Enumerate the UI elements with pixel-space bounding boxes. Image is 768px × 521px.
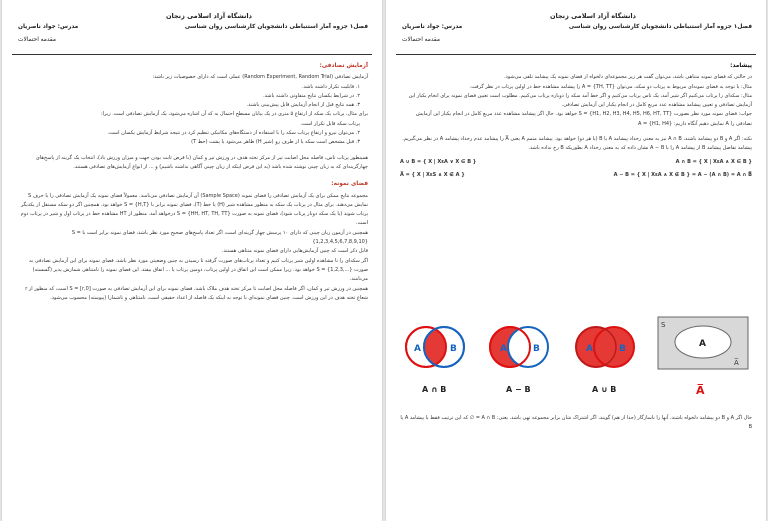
list-item: ۲. می‌توان نیرو و ارتفاع پرتاب سکه را با استفاده از دستگاه‌های مکانیکی تنظیم کرد در نتیجه شرایط آزمایش یکسان است. [107,130,360,137]
paragraph: قابل ذکر است که چنین آزمایش‌هایی دارای فضای نمونه متناهی هستند. [221,248,368,255]
formula-difference: A − B = { X | XεA ∧ X ∉ B } = A − (A ∩ B) = A ∩ B̅ [613,171,752,178]
paragraph: مثال: با توجه به فضای نمونه‌ای مربوط به پرتاب دو سکه، می‌توان {TH, TT} = A را پیشامد مشاهده خط در اولین پرتاب در نظر گرفت. [469,83,752,90]
subject-name: مقدمه احتمالات [402,37,440,43]
formula-complement: A̅ = { X | XεS ∧ X ∉ A } [400,171,465,178]
paragraph: آزمایش تصادفی (Random Experiment, Random Trial) عملی است که دارای خصوصیات زیر باشد: [152,74,368,81]
subject-name: مقدمه احتمالات [18,37,56,43]
list-item: ۳. قبل مشخص است سکه یا از طرف رو (شیر H) ظاهر می‌شود یا پشت (خط T) [191,139,360,146]
venn-svg [400,312,752,402]
course-title: فصل۱ جزوه آمار استنباطی دانشجویان کارشناسی روان شناسی [184,24,368,30]
venn-difference [490,327,548,394]
page-body [400,62,752,515]
venn-label-a: A [699,339,706,349]
venn-diagrams [400,312,752,402]
formula-intersection: A ∩ B = { X | XεA ∧ X ∈ B } [675,158,752,165]
formula-union: A ∪ B = { X | XεA ∨ X ∈ B } [400,158,477,165]
document-page-left [2,0,382,521]
venn-label-s: S [661,321,666,329]
paragraph: جواب: فضای نمونه مورد نظر بصورت {H1, H2, H3, H4, H5, H6, HT, TT} = S خواهد بود. حال اگر پیشامد مشاهده عدد مربع کامل در انجام یکبار این آزمایش تصادفی را A نمایش دهیم آنگاه داریم: {H1, H4} = A [415,111,752,127]
list-item: ۱. قابلیت تکرار داشته باشد. [301,83,360,90]
page-body [16,62,368,515]
paragraph: اگر سکه‌ای را تا مشاهده اولین شیر پرتاب کنیم و تعداد پرتاب‌های صورت گرفته تا رسیدن به چنین وضعیتی مورد نظر باشد، فضای نمونه برای این آزمایش تصادفی به صورت {...,1,2,3} = S خواهد بود. زیرا ممکن است این اتفاق در اولین پرتاب، دومین پرتاب یا ... اتفاق بیفتد. این فضای نمونه را نامتناهی شمارش پذیر (گسسته) می‌نامند. [29,257,368,283]
venn-complement [658,317,748,397]
list-item: ۲. در شرایط یکسان نتایج متفاوتی داشته باشد. [263,92,360,99]
venn-label-b: B [619,344,626,354]
venn-caption-complement: A̅ [696,384,705,397]
venn-caption-difference: A − B [506,385,531,394]
venn-union [576,327,634,394]
section-title-event: پیشامد: [730,63,752,69]
university-name: دانشگاه آزاد اسلامی زنجان [165,12,252,20]
venn-caption-intersection: A ∩ B [422,385,447,394]
paragraph: در حالتی که فضای نمونه متناهی باشد، می‌توان گفت هر زیر مجموعه‌ای دلخواه از فضای نمونه یک پیشامد تلقی می‌شود. [504,74,752,81]
header-rule [396,54,756,55]
venn-label-a: A [414,344,421,354]
venn-intersection [406,327,464,394]
paragraph: همچنین در آزمون زبان چینی که دارای ۱۰ پرسش چهار گزینه‌ای است، اگر تعداد پاسخ‌های صحیح مورد نظر باشد، فضای نمونه برابر است با S = {1,2,3,4,5,6,7,8,9,10} [71,229,368,246]
paragraph: برای مثال، پرتاب یک سکه از ارتفاع ۵ متری در یک بیابان مسطح احتمال به که آن اشاره می‌شود، یک آزمایش تصادفی است. زیرا: [100,111,368,118]
paragraph: همچنین در ورزش تیر و کمان، اگر فاصله محل اصابت تا مرکز تخته هدف ملاک باشد، فضای نمونه برای این آزمایش تصادفی به صورت [0,r] = S است، که منظور از r شعاع تخته هدف در این ورزش است. چنین فضای نمونه‌ای با توجه به اینکه یک فاصله از اعداد حقیقی است، نامتناهی و ناشمارا (پیوسته) محسوب می‌شود. [25,285,368,301]
paragraph: مثال: سکه‌ای را پرتاب می‌کنیم اگر شیر آمد، یک تاس پرتاب می‌کنیم و اگر خط آمد سکه را دوباره پرتاب می‌کنیم. مطلوب است تعیین فضای نمونه برای انجام یکبار این آزمایش تصادفی و تعیین پیشامد مشاهده عدد مربع کامل در انجام یکبار این آزمایش تصادفی. [408,92,752,109]
set-formulas-row-1 [400,158,752,167]
paragraph: حال اگر A و B دو پیشامد دلخواه باشند، آنها را ناسازگار (جدا از هم) گویند، اگر اشتراک شان برابر مجموعه تهی باشد. یعنی: A ∩ B = ∅ که این ترتیب فقط یا پیشامد A یا B [400,415,752,431]
list-item: ۳. همه نتایج قبل از انجام آزمایش قابل پیش‌بینی باشند. [246,102,360,109]
venn-label-a: A [500,344,507,354]
venn-label-abar: A̅ [734,359,739,367]
course-title: فصل۱ جزوه آمار استنباطی دانشجویان کارشناسی روان شناسی [568,24,752,30]
paragraph: نکته: اگر A و B دو پیشامد باشند، A ∩ B نیز به معنی رخداد پیشامد A یا B (یا هر دو) خواهد بود. پیشامد متمم A یعنی A̅ را پیشامد عدم رخداد پیشامد A در نظر می‌گیریم. پیشامد تفاضل پیشامد B از پیشامد A را با A − B نشان داده که به معنی رخداد A بطوریکه B رخ نداده باشد. [402,136,752,152]
university-name: دانشگاه آزاد اسلامی زنجان [549,12,636,20]
page-header [12,10,372,60]
teacher-name: مدرس: جواد ناصریان [402,24,463,30]
section-title-sample-space: فضای نمونه: [331,181,368,188]
paragraph: همینطور پرتاب تاس، فاصله محل اصابت تیر از مرکز تخته هدف در ورزش تیر و کمان (با فرض ثابت بودن جهت و میزان ورزش باد)، انتخاب یک گزینه از پاسخ‌های چهارگزینه‌ای که به زبان چینی نوشته شده باشد (به این فرض اینکه از زبان چینی آگاهی نداشته باشیم) و ... از انواع آزمایش‌های تصادفی هستند. [35,154,368,170]
page-header [396,10,756,60]
set-formulas-row-2 [400,171,752,180]
paragraph: مجموعه نتایج ممکن برای یک آزمایش تصادفی را فضای نمونه (Sample Space) آن آزمایش تصادفی می‌نامند. معمولاً فضای نمونه یک آزمایش تصادفی را با حرف S نمایش می‌دهند. برای مثال در پرتاب یک سکه به منظور مشاهده شیر (H) یا خط (T)، فضای نمونه برابر با {H,T} = S خواهد بود. همچنین اگر دو سکه مستقل از یکدیگر پرتاب شوند (یا یک سکه دوبار پرتاب شود)، فضای نمونه به صورت {HH, HT, TH, TT} = S درخواهد آمد. منظور از HT مشاهده خط در پرتاب اول و شیر در پرتاب دوم است. [20,192,368,227]
venn-label-b: B [450,344,457,354]
list-item: پرتاب سکه قابل تکرار است. [300,120,360,127]
header-rule [12,54,372,55]
teacher-name: مدرس: جواد ناصریان [18,24,79,30]
venn-caption-union: A ∪ B [592,385,617,394]
venn-label-b: B [533,344,540,354]
section-title-random-experiment: آزمایش تصادفی: [319,63,368,69]
document-page-right [386,0,766,521]
venn-label-a: A [586,344,593,354]
